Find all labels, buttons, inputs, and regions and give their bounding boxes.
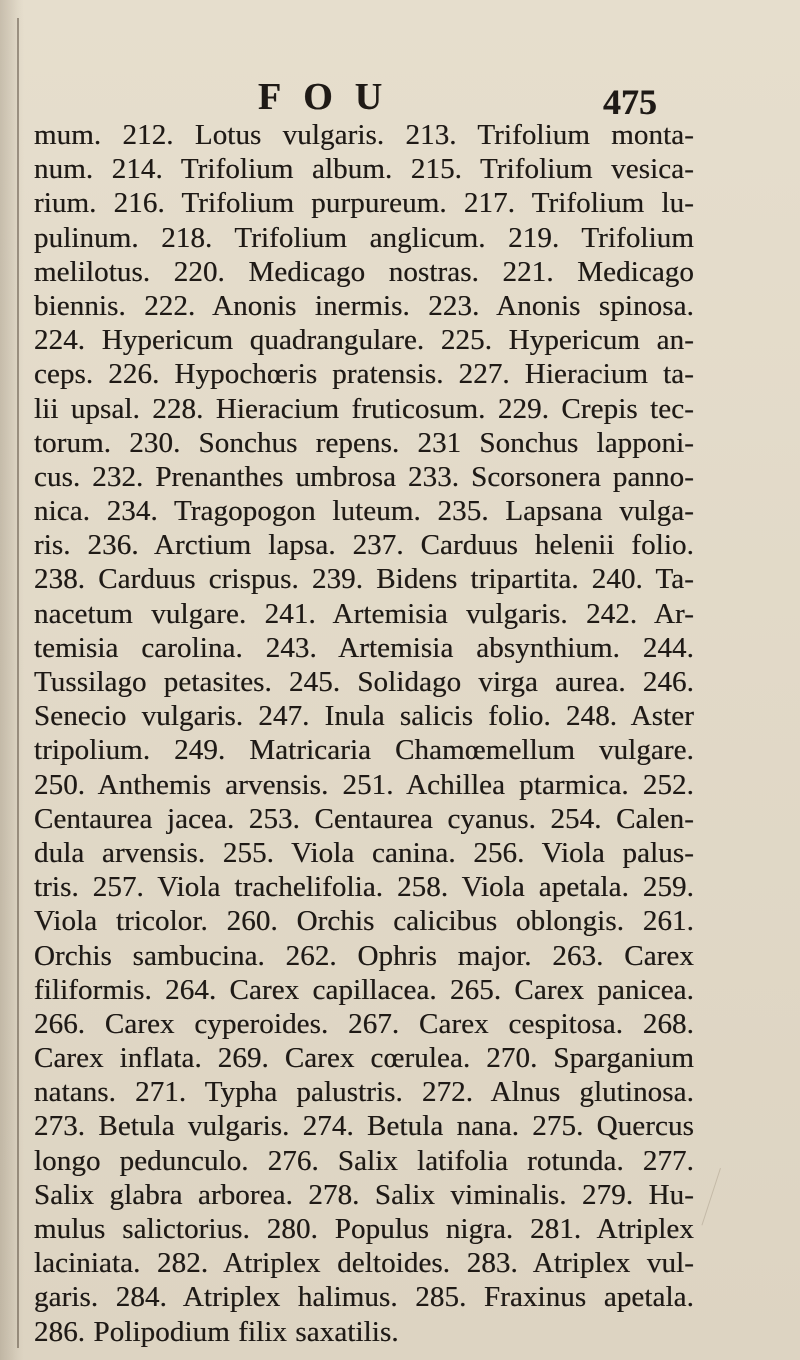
text-line: dula arvensis. 255. Viola canina. 256. Viola palus-	[34, 836, 694, 869]
text-line: longo pedunculo. 276. Salix latifolia rotunda. 277.	[34, 1144, 694, 1177]
text-line: ceps. 226. Hypochœris pratensis. 227. Hieracium ta-	[34, 358, 694, 391]
text-line: tripolium. 249. Matricaria Chamœmellum vulgare.	[34, 734, 694, 767]
text-line: laciniata. 282. Atriplex deltoides. 283. Atriplex vul-	[34, 1247, 694, 1280]
text-line: Salix glabra arborea. 278. Salix viminalis. 279. Hu-	[34, 1178, 694, 1211]
running-head-title: FOU	[258, 76, 405, 118]
text-line: 224. Hypericum quadrangulare. 225. Hypericum an-	[34, 324, 694, 357]
text-line: 238. Carduus crispus. 239. Bidens tripartita. 240. Ta-	[34, 563, 694, 596]
faint-page-mark	[701, 1168, 738, 1231]
text-line: Senecio vulgaris. 247. Inula salicis folio. 248. Aster	[34, 700, 694, 733]
text-line: num. 214. Trifolium album. 215. Trifolium vesica-	[34, 153, 694, 186]
text-line: 286. Polipodium filix saxatilis.	[34, 1315, 399, 1348]
text-line: Orchis sambucina. 262. Ophris major. 263. Carex	[34, 939, 694, 972]
text-line: Viola tricolor. 260. Orchis calicibus oblongis. 261.	[34, 905, 694, 938]
text-line: rium. 216. Trifolium purpureum. 217. Trifolium lu-	[34, 187, 694, 220]
text-line: nacetum vulgare. 241. Artemisia vulgaris. 242. Ar-	[34, 597, 694, 630]
body-text	[34, 118, 694, 1349]
text-line: melilotus. 220. Medicago nostras. 221. Medicago	[34, 255, 694, 288]
page-left-shadow	[0, 0, 24, 1360]
text-line: 266. Carex cyperoides. 267. Carex cespitosa. 268.	[34, 1007, 694, 1040]
text-line: mum. 212. Lotus vulgaris. 213. Trifolium monta-	[34, 119, 694, 151]
text-line: biennis. 222. Anonis inermis. 223. Anonis spinosa.	[34, 289, 694, 322]
text-line: temisia carolina. 243. Artemisia absynthium. 244.	[34, 631, 694, 664]
text-line: 273. Betula vulgaris. 274. Betula nana. 275. Quercus	[34, 1110, 694, 1143]
page-number: 475	[603, 82, 657, 122]
text-line: Carex inflata. 269. Carex cœrulea. 270. Sparganium	[34, 1042, 694, 1075]
text-line: mulus salictorius. 280. Populus nigra. 281. Atriplex	[34, 1213, 694, 1245]
running-head	[0, 76, 800, 122]
text-line: cus. 232. Prenanthes umbrosa 233. Scorsonera panno-	[34, 460, 694, 493]
text-line: natans. 271. Typha palustris. 272. Alnus glutinosa.	[34, 1076, 694, 1109]
text-line: 250. Anthemis arvensis. 251. Achillea ptarmica. 252.	[34, 768, 694, 801]
text-line: filiformis. 264. Carex capillacea. 265. Carex panicea.	[34, 973, 694, 1006]
text-line: Tussilago petasites. 245. Solidago virga aurea. 246.	[34, 666, 694, 698]
text-line: ris. 236. Arctium lapsa. 237. Carduus helenii folio.	[34, 529, 694, 562]
text-line: nica. 234. Tragopogon luteum. 235. Lapsana vulga-	[34, 495, 694, 528]
text-line: torum. 230. Sonchus repens. 231 Sonchus lapponi-	[34, 426, 694, 459]
text-line: Centaurea jacea. 253. Centaurea cyanus. 254. Calen-	[34, 802, 694, 835]
page-gutter-rule	[17, 18, 19, 1348]
text-line: lii upsal. 228. Hieracium fruticosum. 229. Crepis tec-	[34, 392, 694, 425]
text-line: tris. 257. Viola trachelifolia. 258. Viola apetala. 259.	[34, 871, 694, 904]
text-line: garis. 284. Atriplex halimus. 285. Fraxinus apetala.	[34, 1281, 694, 1314]
text-line: pulinum. 218. Trifolium anglicum. 219. Trifolium	[34, 221, 694, 254]
